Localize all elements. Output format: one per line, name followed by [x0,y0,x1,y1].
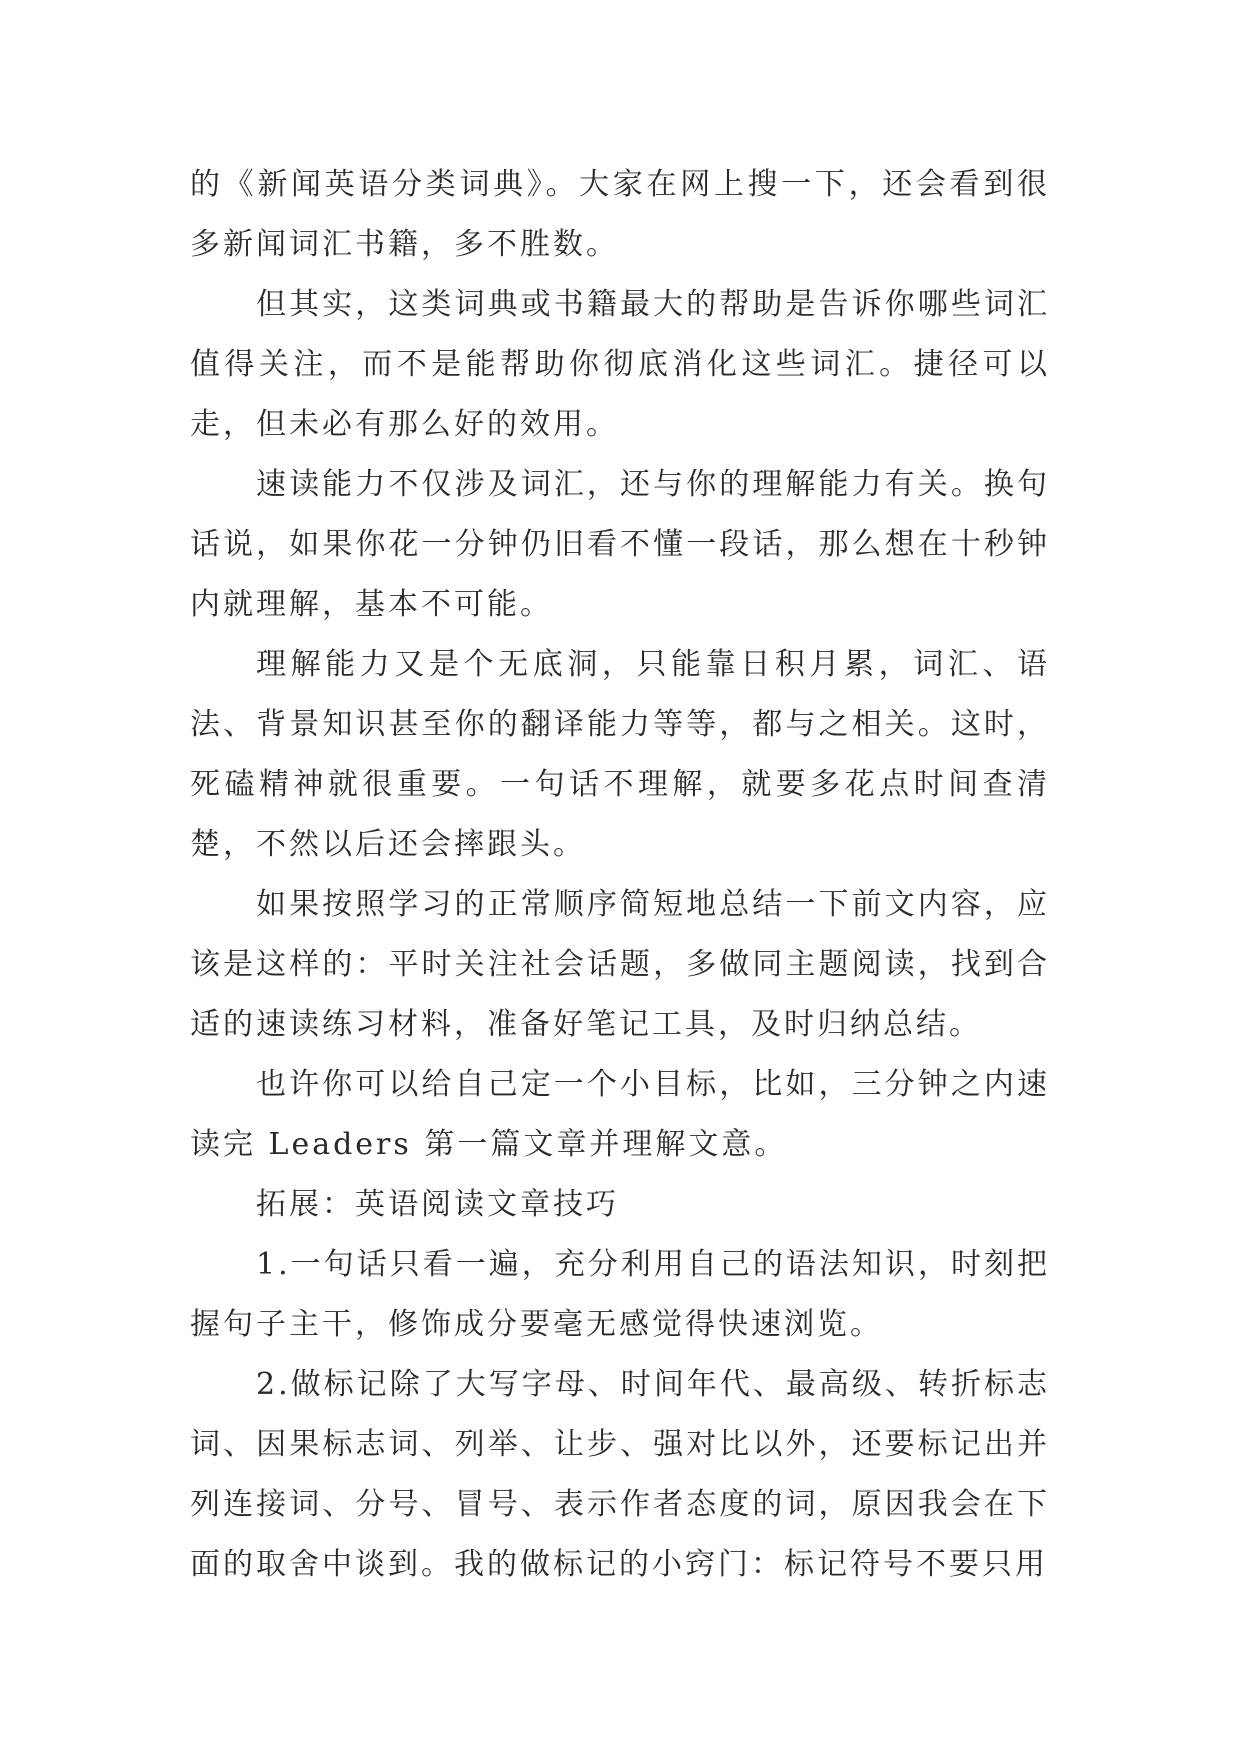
paragraph: 如果按照学习的正常顺序简短地总结一下前文内容，应该是这样的：平时关注社会话题，多做同主题阅读，找到合适的速读练习材料，准备好笔记工具，及时归纳总结。 [190,887,1050,1042]
paragraph: 也许你可以给自己定一个小目标，比如，三分钟之内速读完 Leaders 第一篇文章并理解文意。 [190,1067,1050,1162]
document-body [190,155,1050,1595]
paragraph: 理解能力又是个无底洞，只能靠日积月累，词汇、语法、背景知识甚至你的翻译能力等等，都与之相关。这时，死磕精神就很重要。一句话不理解，就要多花点时间查清楚，不然以后还会摔跟头。 [190,647,1050,862]
section-heading: 拓展：英语阅读文章技巧 [256,1187,619,1222]
list-item: 1.一句话只看一遍，充分利用自己的语法知识，时刻把握句子主干，修饰成分要毫无感觉得快速浏览。 [190,1247,1050,1342]
list-item: 2.做标记除了大写字母、时间年代、最高级、转折标志词、因果标志词、列举、让步、强对比以外，还要标记出并列连接词、分号、冒号、表示作者态度的词，原因我会在下面的取舍中谈到。我的做标记的小窍门：标记符号不要只用 [190,1367,1050,1582]
paragraph: 但其实，这类词典或书籍最大的帮助是告诉你哪些词汇值得关注，而不是能帮助你彻底消化这些词汇。捷径可以走，但未必有那么好的效用。 [190,287,1050,442]
paragraph: 的《新闻英语分类词典》。大家在网上搜一下，还会看到很多新闻词汇书籍，多不胜数。 [190,167,1050,262]
paragraph: 速读能力不仅涉及词汇，还与你的理解能力有关。换句话说，如果你花一分钟仍旧看不懂一段话，那么想在十秒钟内就理解，基本不可能。 [190,467,1050,622]
